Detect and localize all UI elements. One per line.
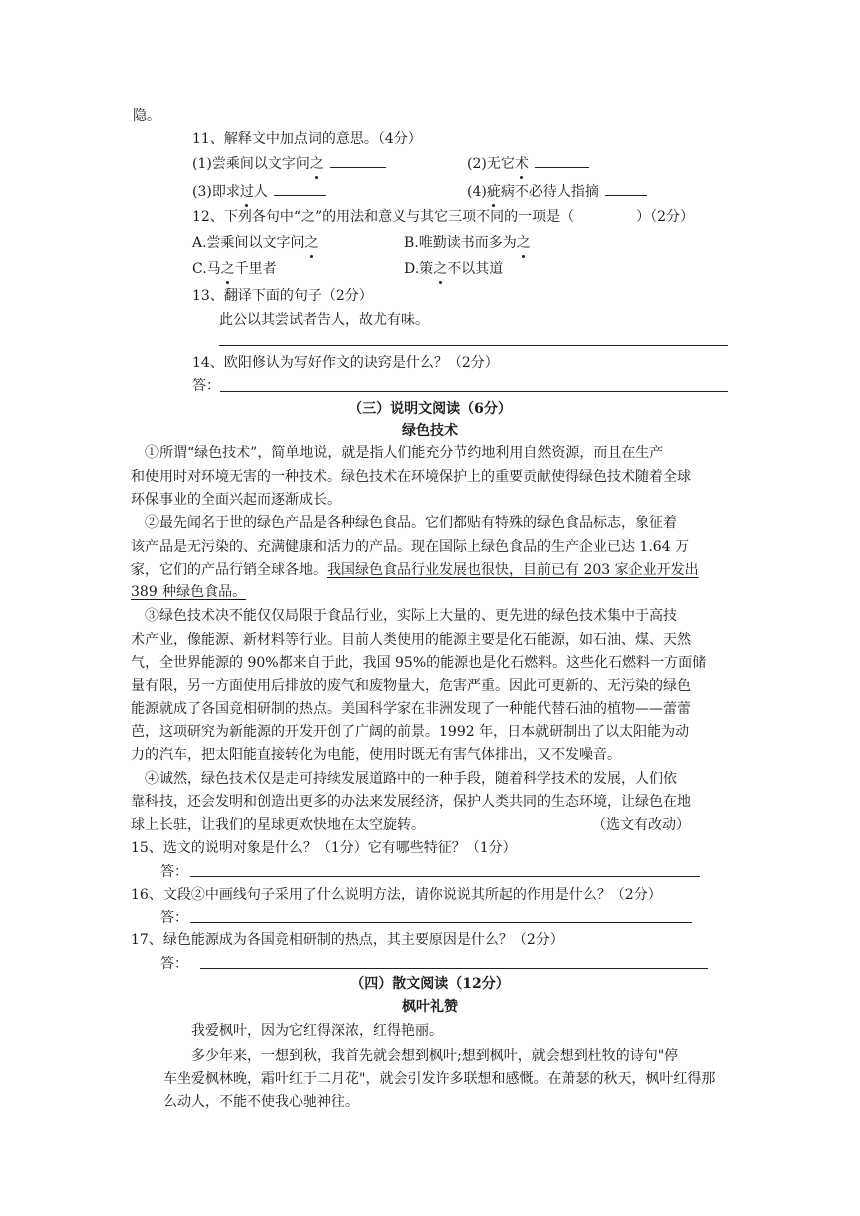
q17-answer-label: 答：: [160, 956, 188, 972]
q11-item-4: (4)疵病不必待人指摘: [467, 181, 647, 202]
article-title: 绿色技术: [402, 423, 458, 439]
emphasis-dot: 过: [239, 184, 254, 200]
paragraph-line: 环保事业的全面兴起而逐渐成长。: [131, 492, 341, 508]
paragraph-line: 多少年来，一想到秋，我首先就会想到枫叶;想到枫叶，就会想到杜牧的诗句"停: [191, 1048, 679, 1064]
paragraph-line: 么动人，不能不使我心驰神往。: [163, 1094, 359, 1110]
paragraph-line: 能源就成了各国竞相研制的热点。美国科学家在非洲发现了一种能代替石油的植物——蕾蕾: [131, 701, 691, 717]
emphasis-dot: 之: [304, 235, 319, 251]
emphasis-dot: 术: [514, 156, 529, 172]
q15-answer-label: 答：: [160, 864, 188, 880]
q17-stem: 17、绿色能源成为各国竞相研制的热点，其主要原因是什么？（2分）: [131, 932, 564, 948]
paragraph-line: 量有限，另一方面使用后排放的废气和废物量大，危害严重。因此可更新的、无污染的绿色: [131, 678, 691, 694]
section-heading: （三）说明文阅读（6分）: [348, 401, 512, 417]
answer-blank[interactable]: [274, 181, 326, 196]
paragraph-line: 车坐爱枫林晚，霜叶红于二月花"，就会引发许多联想和感慨。在萧瑟的秋天，枫叶红得那: [163, 1071, 716, 1087]
answer-line[interactable]: [219, 345, 728, 346]
paragraph-line: 靠科技，还会发明和创造出更多的办法来发展经济，保护人类共同的生态环境，让绿色在地: [131, 794, 691, 810]
q14-stem: 14、欧阳修认为写好作文的诀窍是什么？（2分）: [192, 355, 499, 371]
paragraph-line: 芭，这项研究为新能源的开发开创了广阔的前景。1992 年，日本就研制出了以太阳能为动: [131, 724, 690, 740]
q12-option-b: B.唯勤读书而多为之: [404, 235, 531, 251]
emphasis-dot: 之: [220, 261, 235, 277]
paragraph-line: 该产品是无污染的、充满健康和活力的产品。现在国际上绿色食品的生产企业已达 1.64 万: [131, 539, 690, 555]
answer-blank[interactable]: [535, 153, 589, 168]
answer-line[interactable]: [190, 876, 700, 877]
answer-line[interactable]: [200, 968, 708, 969]
emphasis-dot: 之: [309, 156, 324, 172]
emphasis-dot: 之: [433, 261, 448, 277]
paragraph-line: 球上长驻，让我们的星球更欢快地在太空旋转。: [131, 817, 425, 833]
q16-answer-label: 答：: [160, 910, 188, 926]
paragraph-line: 气，全世界能源的 90%都来自于此，我国 95%的能源也是化石燃料。这些化石燃料一方面储: [131, 655, 707, 671]
answer-blank[interactable]: [330, 153, 386, 168]
q12-option-c: C.马之千里者: [192, 261, 277, 277]
answer-line[interactable]: [190, 922, 692, 923]
paragraph-line: ③绿色技术决不能仅仅局限于食品行业，实际上大量的、更先进的绿色技术集中于高技: [145, 608, 677, 624]
q12-stem: 12、下列各句中“之”的用法和意义与其它三项不同的一项是（ ）（2分）: [192, 209, 695, 225]
answer-blank[interactable]: [605, 181, 647, 196]
q14-answer-label: 答：: [192, 378, 220, 394]
underlined-sentence: 389 种绿色食品。: [131, 584, 247, 600]
paragraph-line: 和使用时对环境无害的一种技术。绿色技术在环境保护上的重要贡献使得绿色技术随着全球: [131, 469, 691, 485]
q13-stem: 13、翻译下面的句子（2分）: [192, 288, 373, 304]
q15-stem: 15、选文的说明对象是什么？（1分）它有哪些特征？（1分）: [131, 840, 517, 856]
paragraph-line: 我爱枫叶，因为它红得深浓，红得艳丽。: [191, 1023, 443, 1039]
q16-stem: 16、文段②中画线句子采用了什么说明方法，请你说说其所起的作用是什么？（2分）: [131, 887, 662, 903]
source-note: （选文有改动）: [592, 817, 690, 833]
q11-stem: 11、解释文中加点词的意思。（4分）: [192, 131, 422, 147]
paragraph-line: ②最先闻名于世的绿色产品是各种绿色食品。它们都贴有特殊的绿色食品标志，象征着: [145, 515, 677, 531]
emphasis-dot: 之: [516, 235, 531, 251]
q11-item-1: (1)尝乘间以文字问之: [192, 153, 386, 174]
q13-sentence: 此公以其尝试者告人，故尤有味。: [219, 312, 429, 328]
paragraph-line: 家，它们的产品行销全球各地。我国绿色食品行业发展也很快，目前已有 203 家企业开发出: [131, 562, 699, 578]
paragraph-line: ④诚然，绿色技术仅是走可持续发展道路中的一种手段，随着科学技术的发展，人们依: [145, 771, 677, 787]
fragment-text: 隐。: [133, 108, 161, 124]
paragraph-line: ①所谓“绿色技术”，简单地说，就是指人们能充分节约地利用自然资源，而且在生产: [145, 445, 664, 461]
paragraph-line: 力的汽车，把太阳能直接转化为电能，使用时既无有害气体排出，又不发噪音。: [131, 747, 621, 763]
emphasis-dot: 疵: [486, 184, 501, 200]
article-title: 枫叶礼赞: [402, 999, 458, 1015]
q11-item-2: (2)无它术: [467, 153, 589, 174]
answer-line[interactable]: [220, 391, 728, 392]
q12-option-d: D.策之不以其道: [404, 261, 504, 277]
q12-option-a: A.尝乘间以文字问之: [192, 235, 319, 251]
paragraph-line: [131, 582, 246, 602]
underlined-sentence: 我国绿色食品行业发展也很快，目前已有 203 家企业开发出: [327, 562, 699, 578]
paragraph-line: 术产业，像能源、新材料等行业。目前人类使用的能源主要是化石能源，如石油、煤、天然: [131, 632, 691, 648]
q11-item-3: (3)即求过人: [192, 181, 326, 202]
section-heading: （四）散文阅读（12分）: [350, 976, 510, 992]
